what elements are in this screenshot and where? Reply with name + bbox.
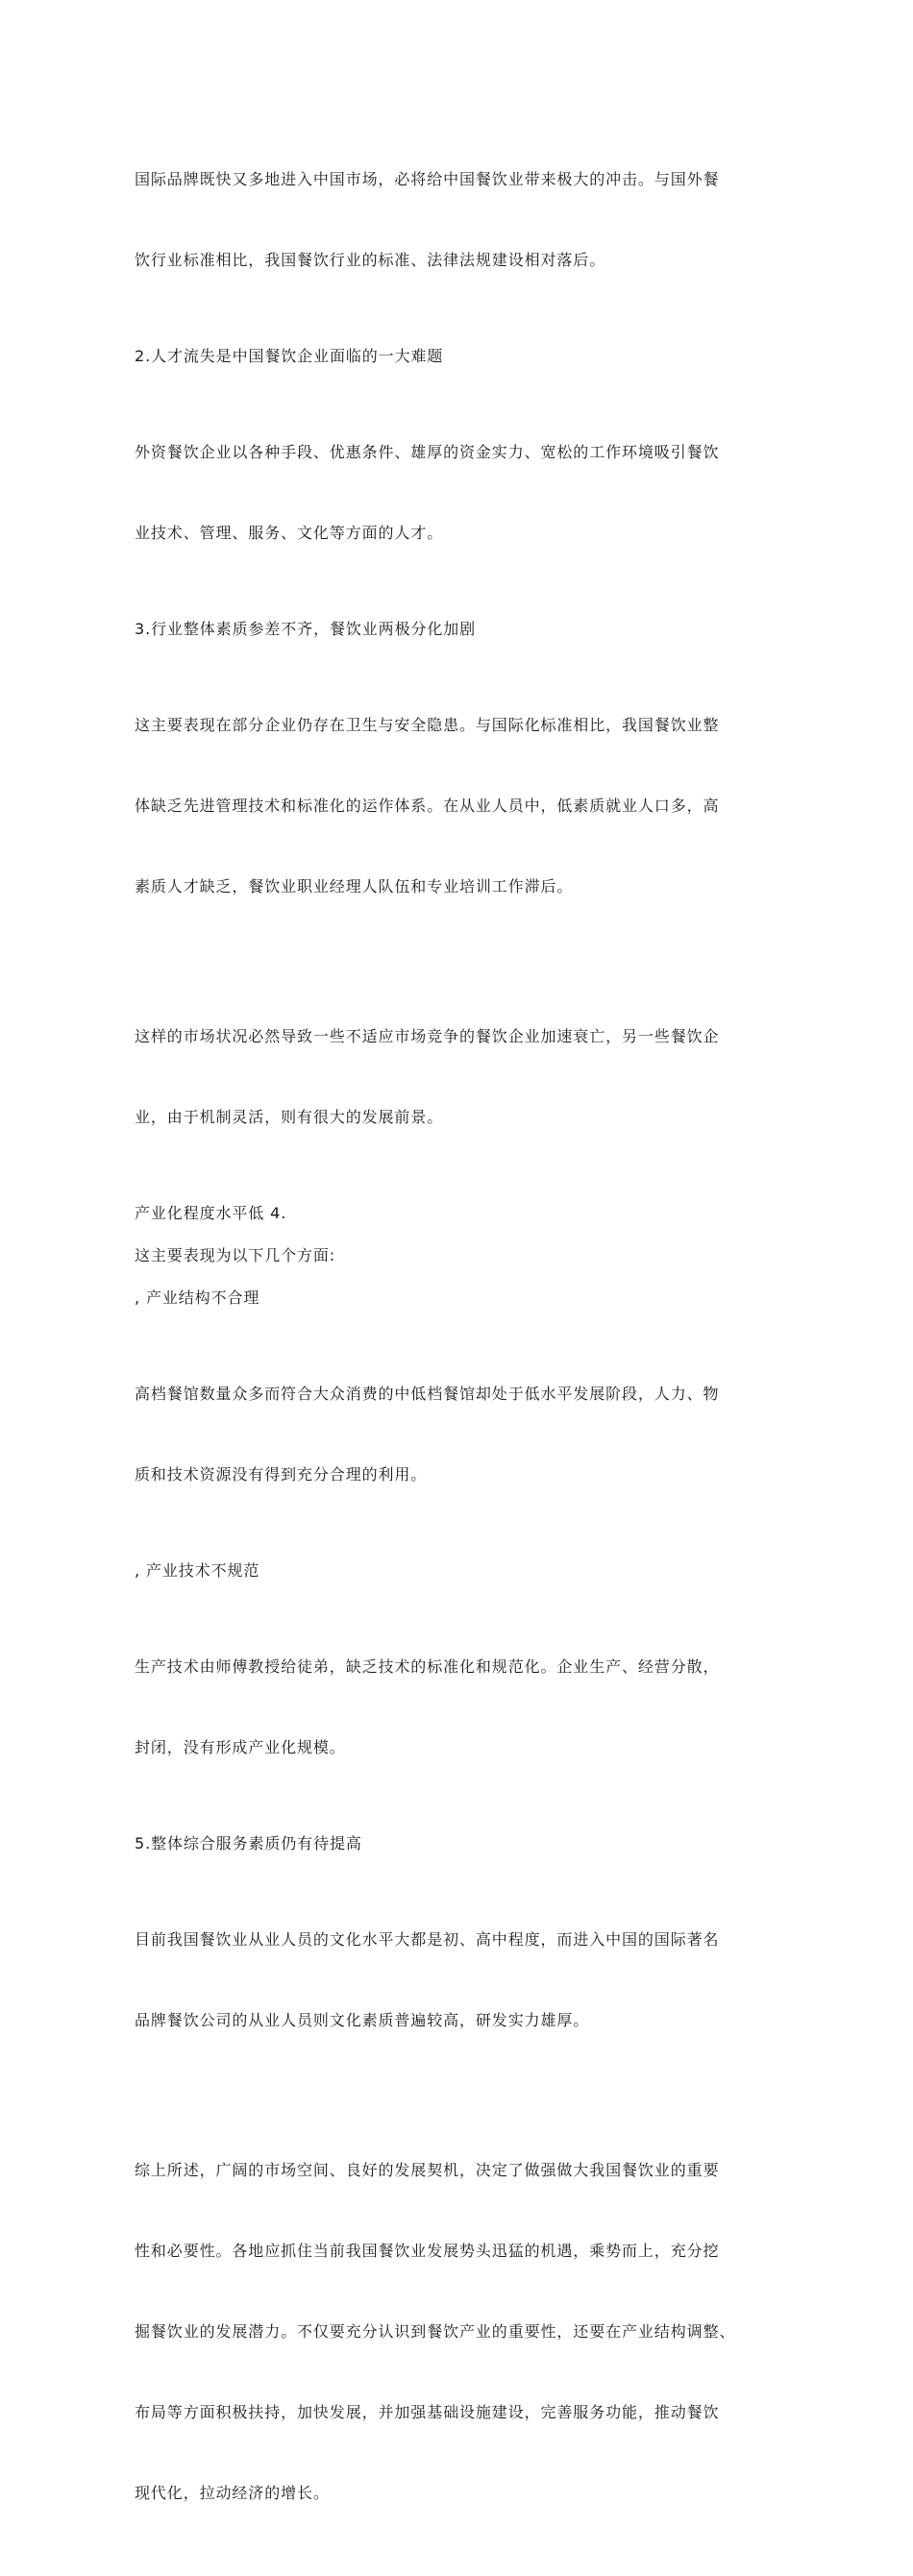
section-intro-aspects: 这主要表现为以下几个方面:	[135, 1246, 336, 1264]
text-line: 现代化，拉动经济的增长。	[135, 2484, 330, 2502]
text-line: 外资餐饮企业以各种手段、优惠条件、雄厚的资金实力、宽松的工作环境吸引餐饮	[135, 443, 720, 461]
text-line: 性和必要性。各地应抓住当前我国餐饮业发展势头迅猛的机遇，乘势而上，充分挖	[135, 2242, 720, 2260]
text-line: 掘餐饮业的发展潜力。不仅要充分认识到餐饮产业的重要性，还要在产业结构调整、	[135, 2322, 736, 2341]
subheading-structure: , 产业结构不合理	[135, 1288, 260, 1307]
paragraph-structure	[135, 1327, 780, 1542]
text-line: 目前我国餐饮业从业人员的文化水平大都是初、高中程度，而进入中国的国际著名	[135, 1930, 720, 1949]
paragraph-intro	[135, 112, 780, 328]
section-heading-industry-quality: 3.行业整体素质参差不齐，餐饮业两极分化加剧	[135, 620, 477, 638]
text-line: 国际品牌既快又多地进入中国市场，必将给中国餐饮业带来极大的冲击。与国外餐	[135, 170, 720, 188]
section-heading-industrialization: 产业化程度水平低 4.	[135, 1204, 287, 1222]
text-line: 这主要表现在部分企业仍存在卫生与安全隐患。与国际化标准相比，我国餐饮业整	[135, 716, 720, 734]
section-heading-service-quality: 5.整体综合服务素质仍有待提高	[135, 1834, 362, 1852]
document-body	[135, 112, 780, 2576]
text-line: 体缺乏先进管理技术和标准化的运作体系。在从业人员中，低素质就业人口多，高	[135, 797, 720, 815]
paragraph-talent-loss	[135, 385, 780, 601]
text-line: 业，由于机制灵活，则有很大的发展前景。	[135, 1108, 444, 1126]
paragraph-technology	[135, 1600, 780, 1815]
paragraph-industry-quality	[135, 658, 780, 954]
text-line: 生产技术由师傅教授给徒弟，缺乏技术的标准化和规范化。企业生产、经营分散，	[135, 1657, 720, 1676]
text-line: 质和技术资源没有得到充分合理的利用。	[135, 1465, 428, 1484]
text-line: 业技术、管理、服务、文化等方面的人才。	[135, 524, 444, 542]
text-line: 综上所述，广阔的市场空间、良好的发展契机，决定了做强做大我国餐饮业的重要	[135, 2161, 720, 2179]
text-line: 高档餐馆数量众多而符合大众消费的中低档餐馆却处于低水平发展阶段，人力、物	[135, 1385, 720, 1403]
paragraph-market-status	[135, 969, 780, 1185]
text-line: 布局等方面积极扶持，加快发展，并加强基础设施建设，完善服务功能，推动餐饮	[135, 2403, 720, 2421]
text-line: 饮行业标准相比，我国餐饮行业的标准、法律法规建设相对落后。	[135, 251, 606, 269]
text-line: 这样的市场状况必然导致一些不适应市场竞争的餐饮企业加速衰亡，另一些餐饮企	[135, 1027, 720, 1045]
paragraph-conclusion	[135, 2103, 780, 2561]
text-line: 素质人才缺乏，餐饮业职业经理人队伍和专业培训工作滞后。	[135, 877, 574, 895]
text-line: 封闭，没有形成产业化规模。	[135, 1738, 346, 1756]
text-line: 品牌餐饮公司的从业人员则文化素质普遍较高，研发实力雄厚。	[135, 2011, 590, 2029]
subheading-technology: , 产业技术不规范	[135, 1561, 260, 1580]
section-heading-talent-loss: 2.人才流失是中国餐饮企业面临的一大难题	[135, 347, 444, 365]
paragraph-service-quality	[135, 1873, 780, 2088]
